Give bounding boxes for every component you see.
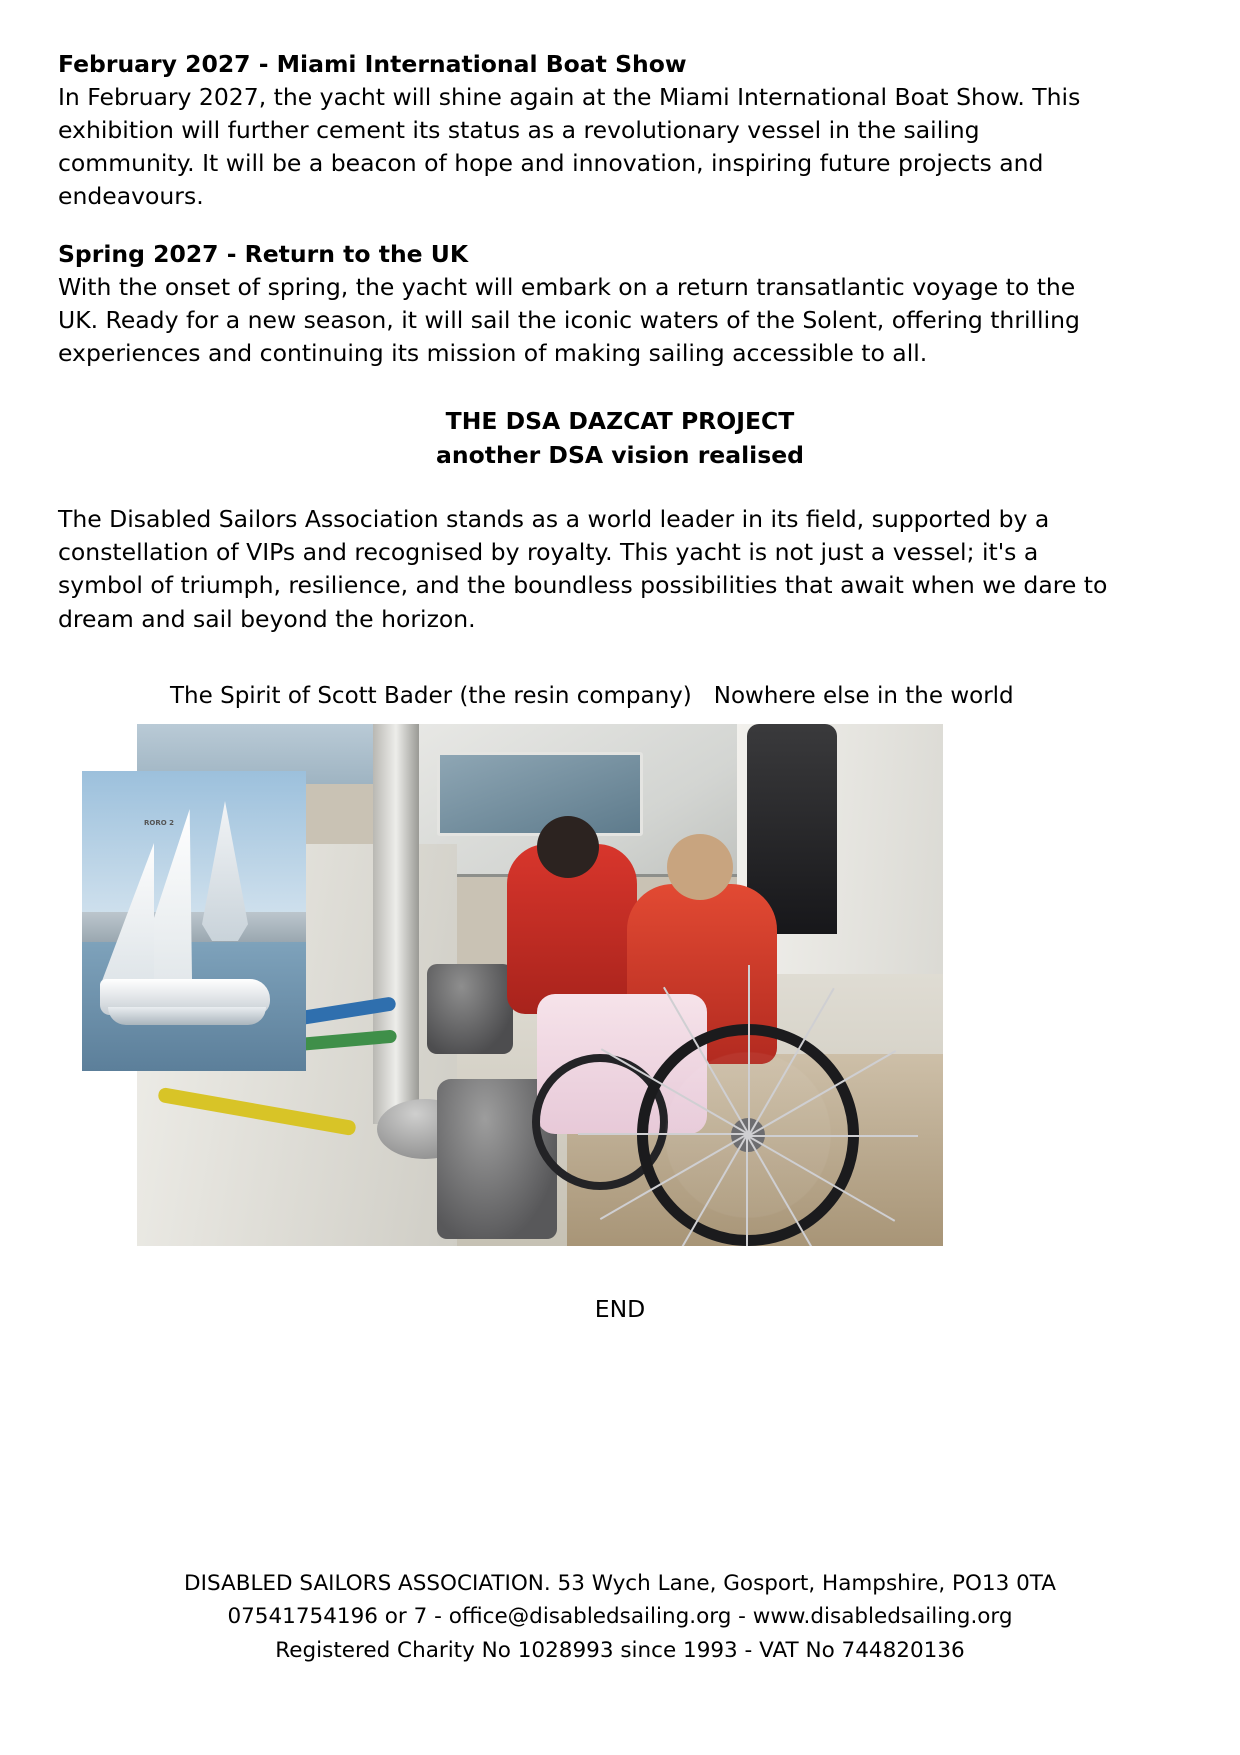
photo-winch-upper: [427, 964, 513, 1054]
photo-spoke: [748, 965, 750, 1135]
footer-contact: 07541754196 or 7 - office@disabledsailing.org - www.disabledsailing.org: [227, 1604, 1013, 1630]
section-heading: February 2027 - Miami International Boat Show: [58, 50, 687, 78]
footer-registration: Registered Charity No 1028993 since 1993 - VAT No 744820136: [275, 1637, 965, 1663]
inset-skyline: [82, 912, 306, 942]
photo-cabin-window: [437, 752, 643, 836]
page-footer: [0, 1567, 1240, 1667]
section-heading: Spring 2027 - Return to the UK: [58, 240, 469, 269]
section-body: With the onset of spring, the yacht will embark on a return transatlantic voyage to the UK. Ready for a new season, it will sail the iconic waters of the Solent, offering thrilling experiences and continuing its mission of making sailing accessible to all.: [58, 273, 1080, 368]
closing-paragraph: The Disabled Sailors Association stands as a world leader in its field, supported by a constellation of VIPs and recognised by royalty. This yacht is not just a vessel; it's a symbol of triumph, resilience, and the boundless possibilities that await when we dare to dream and sail beyond the horizon.: [58, 504, 1108, 633]
photo-caption-left: The Spirit of Scott Bader (the resin company): [170, 683, 692, 710]
photo-caption-right: Nowhere else in the world: [713, 683, 1014, 710]
section-february-2027: [58, 48, 1182, 212]
photo-sailor-two-head: [667, 834, 733, 900]
inset-hull-lower: [108, 1007, 266, 1025]
photo-wheelchair-wheel-large: [637, 1024, 859, 1246]
sailing-yacht-photo: [82, 771, 306, 1071]
section-spring-2027: [58, 238, 1182, 370]
photo-spoke: [746, 1135, 748, 1246]
inset-sail-label: RORO 2: [144, 818, 174, 827]
project-title-line-2: another DSA vision realised: [436, 441, 804, 470]
footer-address: DISABLED SAILORS ASSOCIATION. 53 Wych Lane, Gosport, Hampshire, PO13 0TA: [184, 1571, 1056, 1597]
photo-spoke: [748, 1135, 918, 1137]
photo-group: [0, 724, 1240, 1249]
section-body: In February 2027, the yacht will shine again at the Miami International Boat Show. This exhibition will further cement its status as a revolutionary vessel in the sailing community. It will be a beacon of hope and innovation, inspiring future projects and endeavours.: [58, 82, 1081, 210]
photo-caption-row: [58, 682, 1182, 712]
project-title-block: [58, 404, 1182, 473]
photo-spoke: [578, 1133, 748, 1135]
photo-mast: [373, 724, 419, 1124]
project-title-line-1: THE DSA DAZCAT PROJECT: [445, 407, 795, 436]
end-marker: END: [594, 1294, 646, 1323]
photo-sailor-one-head: [537, 816, 599, 878]
